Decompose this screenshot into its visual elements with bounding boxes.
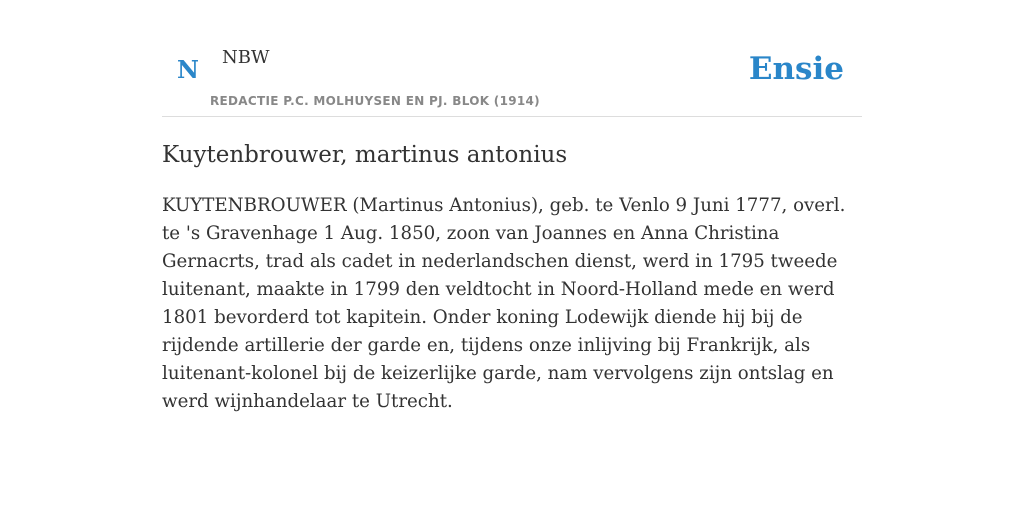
entry-title: Kuytenbrouwer, martinus antonius (162, 142, 568, 168)
source-header (162, 0, 862, 117)
brand-logo[interactable]: Ensie (748, 51, 844, 87)
entry-body: KUYTENBROUWER (Martinus Antonius), geb. te Venlo 9 Juni 1777, overl. te 's Gravenhage 1 Aug. 1850, zoon van Joannes en Anna Christina Gernacrts, trad als cadet in nederlandschen dienst, werd in 1795 tweede luitenant, maakte in 1799 den veldtocht in Noord-Holland mede en werd 1801 bevorderd tot kapitein. Onder koning Lodewijk diende hij bij de rijdende artillerie der garde en, tijdens onze inlijving bij Frankrijk, als luitenant-kolonel bij de keizerlijke garde, nam vervolgens zijn ontslag en werd wijnhandelaar te Utrecht. (162, 195, 846, 412)
page (162, 0, 862, 512)
source-editors: REDACTIE P.C. MOLHUYSEN EN PJ. BLOK (1914) (210, 94, 540, 108)
source-title[interactable]: NBW (222, 47, 270, 68)
source-logo[interactable]: N (177, 55, 199, 84)
